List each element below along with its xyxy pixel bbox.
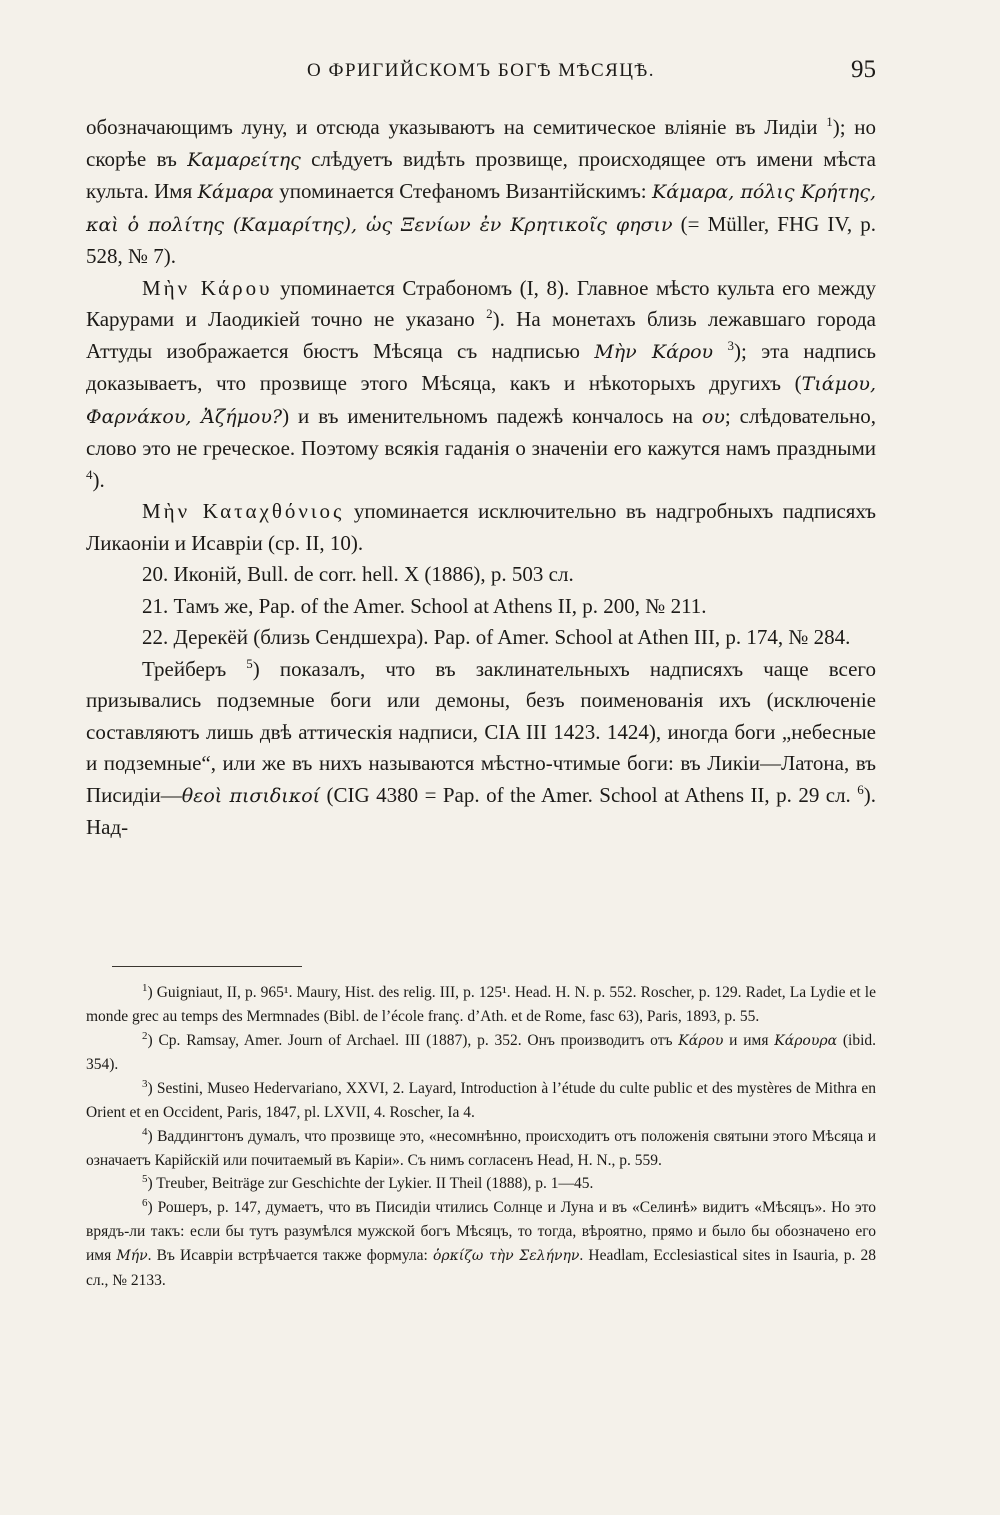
footnote-mark: 5: [142, 1173, 148, 1186]
footnote-6: $^6$) Рошеръ, p. 147, думаетъ, что въ Писидіи чтились Солнце и Луна и въ «Селинѣ» видитъ «Мѣсяцъ». Но это врядъ-ли такъ: если бы тутъ разумѣлся мужской богъ Мѣсяцъ, то тогда, вѣроятно, прямо и было бы обозначено его имя Μήν. Въ Исавріи встрѣчается также формула: ὁρκίζω τὴν Σελήνην. Headlam, Ecclesiastical sites in Isauria, p. 28 сл., № 2133.: [86, 1197, 877, 1289]
footnote-mark: 1: [142, 982, 148, 994]
main-text: [86, 112, 876, 844]
footnote-5: $^5$) Treuber, Beiträge zur Geschichte der Lykier. II Theil (1888), p. 1—45.: [142, 1173, 594, 1193]
footnote-1: $^1$) Guigniaut, II, p. 965¹. Maury, Hist. des relig. III, p. 125¹. Head. H. N. p. 552. Roscher, p. 129. Radet, La Lydie et le monde grec au temps des Mermnades (Bibl. de l’école franç. d’Ath. et de Rome, fasc 63), Paris, 1893, p. 55.: [86, 982, 876, 1025]
footnote-mark: 6: [142, 1197, 148, 1210]
footnote-ref[interactable]: 1: [826, 114, 833, 129]
epithet: Μὴν Καταχθόνιος: [142, 499, 345, 523]
footnotes: [86, 981, 876, 1292]
greek-text: Κάμαρα: [197, 181, 274, 203]
greek-text: θεοὶ πισιδικοί: [181, 784, 321, 807]
paragraph-4: Трейберъ $^5$) показалъ, что въ заклинательныхъ надписяхъ чаще всего призывались подземные боги или демоны, безъ поименованія ихъ (исключеніе составляютъ лишь двѣ аттическія надписи, CIA III 1423. 1424), иногда боги „небесные и подземные“, или же въ нихъ называются мѣстно-чтимые боги: въ Ликіи—Латона, въ Писидіи—θεοὶ πισιδικοί (CIG 4380 = Pap. of the Amer. School at Athens II, p. 29 сл. $^6$). Над-: [86, 655, 877, 839]
footnote-4: $^4$) Ваддингтонъ думалъ, что прозвище это, «несомнѣнно, происходитъ отъ положенія святыни этого Мѣсяца и означаетъ Карійскій или почитаемый въ Каріи». Съ нимъ согласенъ Head, H. N., p. 559.: [86, 1125, 876, 1169]
footnote-mark: 4: [142, 1125, 148, 1138]
list-item: 21. Тамъ же, Pap. of the Amer. School at Athens II, p. 200, № 211.: [142, 593, 707, 618]
footnote-ref[interactable]: 2: [486, 306, 493, 321]
footnote-mark: 2: [142, 1029, 148, 1042]
footnote-2: $^2$) Ср. Ramsay, Amer. Journ of Archael. III (1887), p. 352. Онъ производитъ отъ Κάρου и имя Κάρουρα (ibid. 354).: [86, 1029, 876, 1074]
running-head: [86, 56, 876, 86]
greek-text: ὁρκίζω τὴν Σελήνην: [432, 1247, 580, 1264]
paragraph-2: Μὴν Κάρου упоминается Страбономъ (I, 8). Главное мѣсто культа его между Карурами и Лаодикіей точно не указано $^2$). На монетахъ близь лежавшаго города Аттуды изображается бюстъ Мѣсяца съ надписью Μὴν Κάρου $^3$); эта надпись доказываетъ, что прозвище этого Мѣсяца, какъ и нѣкоторыхъ другихъ (Τιάμου, Φαρνάκου, Ἀζήμου?) и въ именительномъ падежѣ кончалось на ου; слѣдовательно, слово это не греческое. Поэтому всякія гаданія о значеніи его кажутся намъ праздными $^4$).: [86, 275, 877, 492]
footnote-divider: [112, 966, 302, 967]
greek-text: Κάμαρα, πόλις Κρήτης, καὶ ὁ πολίτης (Καμαρίτης), ὡς Ξενίων ἐν Κρητικοῖς φησιν: [86, 181, 876, 236]
list-item: 22. Дерекёй (близь Сендшехра). Pap. of Amer. School at Athen III, p. 174, № 284.: [142, 625, 851, 649]
footnote-ref[interactable]: 3: [727, 337, 735, 353]
greek-text: Μήν: [116, 1247, 148, 1264]
paragraph-1: обозначающимъ луну, и отсюда указываютъ на семитическое вліяніе въ Лидіи $^1$); но скорѣе въ Καμαρείτης слѣдуетъ видѣть прозвище, происходящее отъ имени мѣста культа. Имя Κάμαρα упоминается Стефаномъ Византійскимъ: Κάμαρα, πόλις Κρήτης, καὶ ὁ πολίτης (Καμαρίτης), ὡς Ξενίων ἐν Κρητικοῖς φησιν (= Müller, FHG IV, p. 528, № 7).: [86, 114, 877, 268]
footnote-mark: 3: [142, 1078, 148, 1091]
greek-text: Μὴν Κάρου: [594, 340, 714, 363]
epithet: Μὴν Κάρου: [142, 275, 273, 300]
greek-text: Καμαρείτης: [187, 148, 301, 171]
footnote-3: $^3$) Sestini, Museo Hedervariano, XXVI, 2. Layard, Introduction à l’étude du culte public et des mystères de Mithra en Orient et en Occident, Paris, 1847, pl. LXVII, 4. Roscher, Ia 4.: [86, 1078, 876, 1121]
footnote-ref[interactable]: 4: [86, 466, 93, 482]
footnote-ref[interactable]: 5: [246, 655, 253, 671]
page-number: 95: [851, 56, 876, 83]
greek-text: Τιάμου, Φαρνάκου, Ἀζήμου?: [86, 373, 876, 428]
greek-text: Κάρου: [678, 1032, 724, 1049]
greek-text: ου: [701, 405, 725, 428]
paragraph-3: Μὴν Καταχθόνιος упоминается исключительно въ надгробныхъ падписяхъ Ликаоніи и Исавріи (ср. II, 10).: [86, 499, 876, 555]
list-item: 20. Иконій, Bull. de corr. hell. X (1886), p. 503 сл.: [142, 562, 574, 586]
running-title: О ФРИГИЙСКОМЪ БОГѢ МѢСЯЦѢ.: [306, 60, 656, 81]
greek-text: Κάρουρα: [774, 1032, 838, 1049]
footnote-ref[interactable]: 6: [857, 781, 864, 797]
